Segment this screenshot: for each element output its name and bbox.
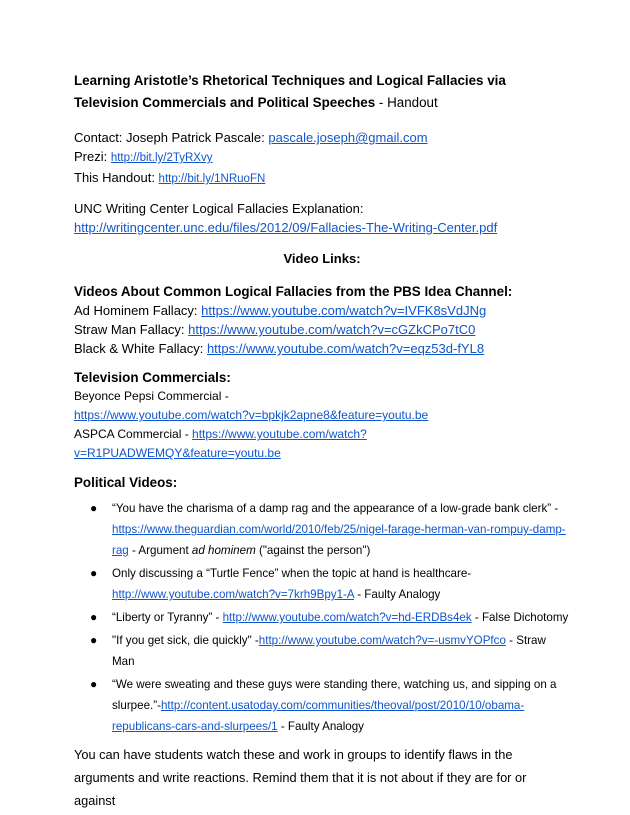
bullet-text: “You have the charisma of a damp rag and the appearance of a low-grade bank clerk” - [112, 502, 559, 515]
bullet-icon: ● [90, 610, 98, 624]
prezi-link[interactable]: http://bit.ly/2TyRXvy [110, 152, 213, 164]
pbs-item-link[interactable]: https://www.youtube.com/watch?v=cGZkCPo7tC0 [188, 322, 476, 337]
bullet-italic: ad hominem [191, 544, 256, 557]
bullet-text: - Argument [128, 544, 192, 557]
email-link[interactable]: pascale.joseph@gmail.com [268, 130, 428, 145]
handout-link[interactable]: http://bit.ly/1NRuoFN [158, 173, 266, 185]
bullet-text: - False Dichotomy [471, 611, 569, 624]
pbs-item-link[interactable]: https://www.youtube.com/watch?v=IVFK8sVdJNg [201, 303, 487, 318]
pbs-heading: Videos About Common Logical Fallacies from the PBS Idea Channel: [74, 284, 513, 299]
bullet-text: ("against the person") [255, 544, 371, 557]
bullet-link[interactable]: https://www.theguardian.com/world/2010/feb/25/nigel-farage-herman-van-rompuy-damp-rag [112, 523, 566, 557]
pbs-item [74, 320, 570, 339]
handout-line [74, 168, 570, 189]
list-item [74, 674, 570, 737]
pbs-item [74, 301, 570, 320]
video-links-heading: Video Links: [283, 251, 361, 266]
contact-line [74, 128, 570, 147]
aspca-link[interactable]: https://www.youtube.com/watch?v=R1PUADWEMQY&feature=youtu.be [74, 427, 367, 460]
aspca-label: ASPCA Commercial - [74, 427, 193, 441]
bullet-link[interactable]: http://www.youtube.com/watch?v=-usmvYOPfco [258, 634, 506, 647]
list-item [74, 563, 570, 605]
bullet-text: Only discussing a “Turtle Fence” when the topic at hand is healthcare- [112, 567, 472, 580]
political-list [74, 498, 570, 737]
prezi-line [74, 147, 570, 168]
contact-label: Contact: Joseph Patrick Pascale: [74, 130, 269, 145]
bullet-icon: ● [90, 566, 98, 580]
bullet-icon: ● [90, 677, 98, 691]
pbs-item-link[interactable]: https://www.youtube.com/watch?v=eqz53d-fYL8 [206, 341, 485, 356]
list-item [74, 630, 570, 672]
bullet-text: "If you get sick, die quickly" - [112, 634, 259, 647]
bullet-link[interactable]: http://content.usatoday.com/communities/theoval/post/2010/10/obama-republicans-cars-and-slurpees/1 [112, 699, 525, 733]
list-item [74, 607, 570, 628]
pbs-item-label: Black & White Fallacy: [74, 341, 207, 356]
beyonce-label: Beyonce Pepsi Commercial - [74, 389, 229, 403]
handout-label: This Handout: [74, 170, 159, 185]
list-item [74, 498, 570, 561]
unc-link[interactable]: http://writingcenter.unc.edu/files/2012/09/Fallacies-The-Writing-Center.pdf [74, 220, 498, 235]
title-bold: Learning Aristotle’s Rhetorical Techniques and Logical Fallacies via Television Commercials and Political Speeches [74, 73, 506, 110]
tv-heading: Television Commercials: [74, 370, 231, 385]
title-suffix: - Handout [375, 95, 438, 110]
aspca-line [74, 425, 570, 463]
bullet-text: “We were sweating and these guys were standing there, watching us, and sipping on a slurpee.”- [112, 678, 557, 712]
closing-paragraph: You can have students watch these and work in groups to identify flaws in the arguments and write reactions. Remind them that it is not about if they are for or against [74, 747, 527, 808]
bullet-text: - Straw Man [112, 634, 546, 668]
beyonce-link[interactable]: https://www.youtube.com/watch?v=bpkjk2apne8&feature=youtu.be [74, 408, 429, 422]
pbs-item-label: Ad Hominem Fallacy: [74, 303, 202, 318]
bullet-text: - Faulty Analogy [354, 588, 441, 601]
unc-label: UNC Writing Center Logical Fallacies Explanation: [74, 201, 364, 216]
prezi-label: Prezi: [74, 149, 111, 164]
pbs-item [74, 339, 570, 358]
bullet-text: - Faulty Analogy [277, 720, 364, 733]
bullet-text: “Liberty or Tyranny” - [112, 611, 223, 624]
bullet-icon: ● [90, 501, 98, 515]
bullet-link[interactable]: http://www.youtube.com/watch?v=hd-ERDBs4ek [222, 611, 472, 624]
pbs-item-label: Straw Man Fallacy: [74, 322, 189, 337]
political-heading: Political Videos: [74, 475, 178, 490]
document-title [74, 70, 570, 114]
bullet-link[interactable]: http://www.youtube.com/watch?v=7krh9Bpy1-A [112, 588, 354, 601]
bullet-icon: ● [90, 633, 98, 647]
